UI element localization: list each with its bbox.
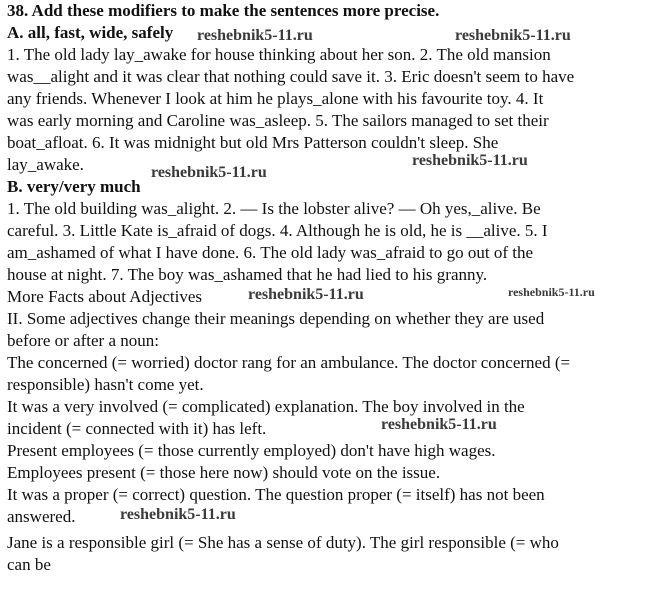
section-b-line: house at night. 7. The boy was_ashamed that he had lied to his granny.: [7, 265, 488, 284]
section-b-line: 1. The old building was_alight. 2. — Is the lobster alive? — Oh yes,_alive. Be: [7, 199, 541, 218]
facts-line: Employees present (= those here now) should vote on the issue.: [7, 463, 441, 482]
facts-line: The concerned (= worried) doctor rang for an ambulance. The doctor concerned (=: [7, 353, 571, 372]
watermark: reshebnik5-11.ru: [455, 27, 571, 44]
facts-line: can be: [7, 555, 51, 574]
watermark: reshebnik5-11.ru: [381, 416, 497, 433]
section-a-line: 1. The old lady lay_awake for house thinking about her son. 2. The old mansion: [7, 45, 551, 64]
section-b-line: careful. 3. Little Kate is_afraid of dogs. 4. Although he is old, he is __alive. 5. I: [7, 221, 548, 240]
section-b-line: am_ashamed of what I have done. 6. The old lady was_afraid to go out of the: [7, 243, 534, 262]
facts-line: before or after a noun:: [7, 331, 159, 350]
section-a-line: was__alight and it was clear that nothing could save it. 3. Eric doesn't seem to have: [7, 67, 575, 86]
section-a-line: lay_awake.: [7, 155, 84, 174]
facts-line: responsible) hasn't come yet.: [7, 375, 204, 394]
facts-line: It was a very involved (= complicated) explanation. The boy involved in the: [7, 397, 525, 416]
facts-title: More Facts about Adjectives: [7, 287, 202, 306]
facts-line: incident (= connected with it) has left.: [7, 419, 267, 438]
watermark: reshebnik5-11.ru: [508, 285, 595, 299]
section-a-line: boat_afloat. 6. It was midnight but old Mrs Patterson couldn't sleep. She: [7, 133, 499, 152]
watermark: reshebnik5-11.ru: [197, 27, 313, 44]
section-b-title: B. very/very much: [7, 177, 141, 196]
section-a-line: was early morning and Caroline was_asleep. 5. The sailors managed to set their: [7, 111, 549, 130]
facts-line: Present employees (= those currently employed) don't have high wages.: [7, 441, 496, 460]
section-a-title: A. all, fast, wide, safely: [7, 23, 174, 42]
facts-line: II. Some adjectives change their meanings depending on whether they are used: [7, 309, 545, 328]
watermark: reshebnik5-11.ru: [248, 286, 364, 303]
watermark: reshebnik5-11.ru: [412, 152, 528, 169]
exercise-heading: 38. Add these modifiers to make the sentences more precise.: [7, 1, 440, 20]
watermark: reshebnik5-11.ru: [120, 506, 236, 523]
watermark: reshebnik5-11.ru: [151, 164, 267, 181]
section-a-line: any friends. Whenever I look at him he plays_alone with his favourite toy. 4. It: [7, 89, 544, 108]
facts-line: answered.: [7, 507, 76, 526]
facts-line: Jane is a responsible girl (= She has a sense of duty). The girl responsible (= who: [7, 533, 559, 552]
facts-line: It was a proper (= correct) question. The question proper (= itself) has not been: [7, 485, 545, 504]
